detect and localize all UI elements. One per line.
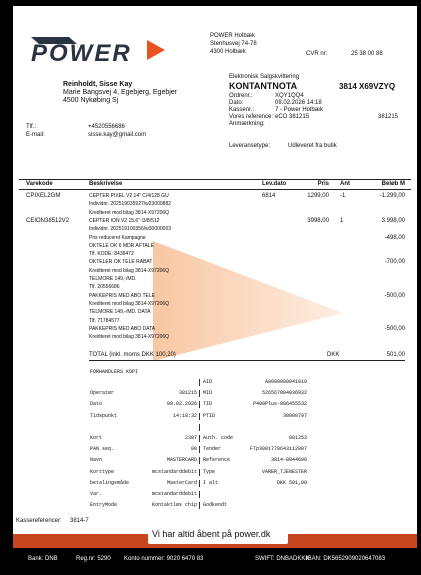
reference-value: eCO 381215 — [275, 114, 310, 120]
total-currency: DKK — [327, 352, 340, 358]
receipt-separator — [199, 502, 200, 509]
reference-code: 381215 — [378, 114, 399, 120]
cell-amount: -1.299,00 — [379, 193, 405, 199]
cell-desc: Krediteret mod bilag 3814-X97206Q — [89, 300, 170, 307]
cell-desc: Pris reduceret Kampagne — [89, 234, 146, 241]
cell-item: CPIXEL2GM — [26, 193, 61, 199]
receipt-right-key: Type — [203, 468, 216, 475]
cell-desc: PAKKEPRIS MED ABO TELE — [89, 292, 155, 299]
cell-desc: Krediteret mod bilag 3814-X97206Q — [89, 209, 170, 216]
bank-iban: IBAN: DK5652909020647083 — [306, 556, 386, 562]
cell-desc: Individnr. 202519035927/w23000882 — [89, 201, 172, 208]
cell-price: 1299,00 — [307, 193, 329, 199]
receipt-separator — [199, 424, 200, 431]
cell-qty: 1 — [340, 217, 344, 224]
cell-desc: Individnr. 202519100356/w30000003 — [89, 226, 172, 233]
cell-desc: Tlf. KODE: 8436472 — [89, 251, 134, 258]
cell-item: CEION38512V2 — [26, 217, 70, 224]
receipt-left-value: 00 — [190, 446, 197, 453]
receipt-right-key: TID — [203, 401, 213, 408]
receipt-right-value — [237, 502, 307, 509]
receipt-left-value: 381215 — [178, 390, 197, 397]
receipt-right-value: P400Plus-806455532 — [252, 401, 307, 408]
receipt-right-value: 38008797 — [282, 412, 307, 419]
receipt-separator — [199, 446, 200, 453]
receipt-right-key: Reference — [203, 457, 231, 464]
receipt-right-key: I alt — [203, 479, 219, 486]
receipt-left-key: PAN seq. — [90, 446, 115, 453]
email-value: sisse.kay@gmail.com — [88, 132, 147, 138]
register-value: 7 - Power Holbæk — [275, 107, 324, 113]
receipt-right-value — [237, 424, 307, 431]
total-label: TOTAL (inkl. moms DKK 100,20) — [89, 352, 176, 358]
cell-desc: OKTELE OK 6 MDR AFTALE — [89, 242, 154, 249]
cashier-value: 3814-7 — [70, 518, 89, 524]
cell-price: 3998,00 — [307, 217, 329, 224]
receipt-separator — [199, 379, 200, 386]
receipt-separator — [199, 457, 200, 464]
receipt-separator — [199, 491, 200, 498]
receipt-left-value — [142, 379, 197, 386]
store-city: 4300 Holbæk — [210, 49, 246, 55]
cell-desc: Tlf. 20556686 — [89, 284, 120, 291]
receipt-separator — [199, 469, 200, 476]
receipt-separator — [199, 413, 200, 420]
card-receipt — [90, 369, 308, 521]
cell-amount: -700,00 — [384, 259, 405, 266]
receipt-type: Elektronisk Salgskvittering — [229, 74, 300, 80]
store-name: POWER Holbæk — [210, 33, 256, 39]
receipt-left-value: 2387 — [184, 435, 197, 441]
svg-text:POWER: POWER — [31, 40, 132, 64]
receipt-number: 3814 X69VZYQ — [339, 82, 396, 91]
cell-amount: -500,00 — [384, 292, 405, 299]
bank-reg: Reg.nr: 5290 — [76, 556, 111, 562]
cell-desc: Tlf. 71784577 — [89, 317, 120, 324]
receipt-right-key: Tender — [203, 446, 222, 453]
col-header-item: Varekode — [26, 181, 53, 187]
date-value: 09.02.2026 14:18 — [275, 100, 322, 106]
delivery-value: Udleveret fra butik — [288, 143, 337, 149]
col-header-amount: Beløb M — [381, 181, 405, 187]
bank-name: Bank: DNB — [28, 556, 58, 562]
receipt-separator — [199, 401, 200, 408]
receipt-separator — [199, 435, 200, 442]
col-header-price: Pris — [317, 181, 329, 187]
receipt-separator — [199, 480, 200, 487]
receipt-left-key — [90, 424, 145, 431]
invoice-page — [13, 6, 417, 534]
customer-address-1: Marie Bangsvej 4, Egebjerg, Egebjer — [63, 89, 178, 96]
cell-desc: TELMORE 149,-/MD. — [89, 276, 137, 282]
receipt-left-value: 09.02.2026 — [166, 401, 197, 408]
order-label: Ordrenr.: — [229, 93, 253, 99]
order-value: XQY1QQ4 — [275, 93, 304, 99]
footer-slogan: Vi har altid åbent på power.dk — [152, 529, 271, 539]
receipt-left-key: betalingsmåde — [90, 479, 130, 486]
cell-amount: 3.998,00 — [381, 217, 405, 224]
power-logo — [29, 34, 169, 64]
cell-desc: CEPTER PIXEL V2 14" C/4/128 GU — [89, 193, 169, 199]
cell-desc: Krediteret mod bilag 3814-X97206Q — [89, 334, 170, 341]
col-header-desc: Beskrivelse — [89, 181, 123, 187]
total-amount: 501,00 — [386, 352, 405, 358]
store-street: Stenhusvej 74-78 — [210, 41, 257, 47]
delivery-label: Leveransetype: — [229, 143, 271, 149]
note-label: Anmærkning: — [229, 121, 265, 127]
receipt-right-value: VARER_TJENESTER — [261, 468, 307, 475]
receipt-left-key: Kort — [90, 435, 103, 441]
customer-name: Reinholdt, Sisse Kay — [63, 81, 133, 88]
receipt-left-value: mcstandarddebit — [151, 491, 197, 497]
receipt-title: KONTANTNOTA — [229, 81, 298, 91]
receipt-left-key: Tidspunkt — [90, 412, 118, 419]
receipt-right-key: AID — [203, 379, 213, 385]
receipt-left-key: Dato — [90, 401, 103, 408]
bank-swift: SWIFT: DNBADKKK — [255, 556, 310, 562]
receipt-left-value: 14:18:32 — [172, 412, 197, 419]
phone-value: +4520556686 — [88, 124, 125, 130]
col-header-qty: Ant — [340, 181, 350, 187]
total-rule — [89, 360, 405, 361]
cell-qty: -1 — [340, 193, 346, 199]
receipt-left-value: mcstandarddebit — [151, 468, 197, 475]
receipt-left-key: EntryMode — [90, 502, 118, 509]
cvr-label: CVR nr: — [306, 51, 328, 57]
register-label: Kassenr.: — [229, 107, 255, 113]
customer-address-2: 4500 Nykøbing Sj — [63, 97, 119, 104]
receipt-left-key: Operatør — [90, 390, 115, 397]
receipt-left-key: Var. — [90, 491, 103, 497]
cell-amount: -500,00 — [384, 325, 405, 332]
card-receipt-title: FORHANDLERS KOPI — [90, 369, 139, 375]
cell-desc: OKTELER OK TELE RABAT — [89, 259, 153, 266]
col-header-date: Lev.dato — [262, 181, 287, 187]
cell-date: 6814 — [262, 193, 276, 199]
receipt-left-key: Navn — [90, 457, 103, 464]
phone-label: Tlf.: — [26, 124, 36, 130]
receipt-right-key: MID — [203, 390, 213, 397]
date-label: Dato: — [229, 100, 244, 106]
receipt-right-value: 526567004936932 — [261, 390, 307, 397]
cell-desc: Krediteret mod bilag 3814-X97206Q — [89, 267, 170, 274]
receipt-right-value: 3814-0844690 — [270, 457, 307, 464]
cell-desc: TELMORE 149,-/MD. DATA — [89, 309, 151, 316]
receipt-right-value: A0000000041010 — [264, 379, 307, 385]
receipt-right-key: Godkendt — [203, 502, 228, 509]
receipt-right-value: DKK 501,00 — [276, 479, 307, 486]
receipt-right-value: FTp3001770643112007 — [249, 446, 307, 453]
receipt-left-value: MASTERCARD — [166, 457, 197, 464]
table-header-rule — [19, 189, 411, 190]
bank-account: Konto nummer: 9020 6470 83 — [124, 556, 204, 562]
cell-desc: CEPTER ION V2 15.6" I3/8/512 — [89, 217, 160, 224]
cell-amount: -498,00 — [384, 234, 405, 241]
reference-label: Vores reference: — [229, 114, 274, 120]
receipt-right-key: Auth. code — [203, 435, 234, 441]
receipt-left-key: Korttype — [90, 468, 115, 475]
receipt-right-value — [237, 491, 307, 498]
receipt-left-key — [90, 379, 145, 386]
cell-desc: PAKKEPRIS MED ABO DATA — [89, 325, 156, 332]
receipt-separator — [199, 390, 200, 397]
receipt-left-value: Kontaktløs chip — [151, 502, 197, 509]
table-top-rule — [19, 179, 411, 180]
cvr-number: 25 38 00 88 — [351, 51, 383, 57]
cashier-label: Kassereferencer: — [16, 518, 62, 524]
receipt-left-value — [142, 424, 197, 431]
receipt-right-key: PTID — [203, 412, 216, 419]
receipt-left-value: MasterCard — [166, 479, 197, 486]
receipt-right-value: 801253 — [288, 435, 307, 441]
email-label: E-mail: — [26, 132, 45, 138]
